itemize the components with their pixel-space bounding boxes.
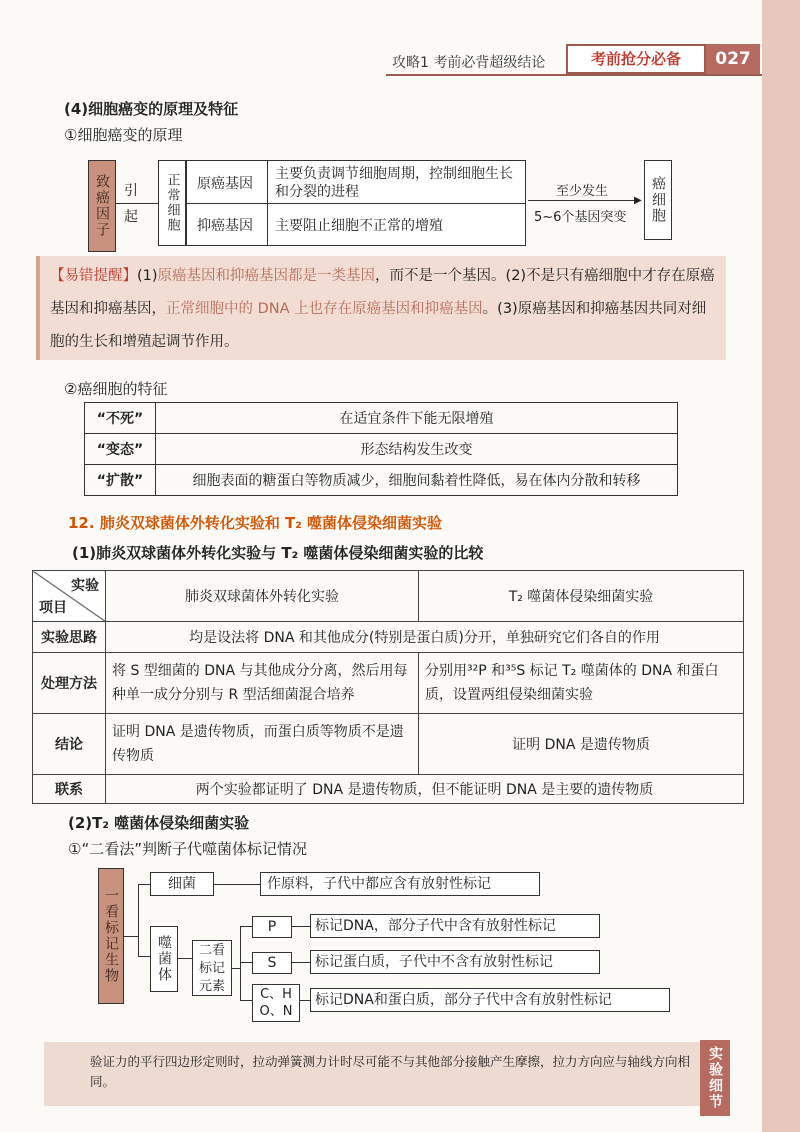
- row-cell-a: 将 S 型细菌的 DNA 与其他成分分离，然后用每种单一成分分别与 R 型活细菌混合培养: [106, 653, 419, 714]
- tree-line: [240, 926, 252, 927]
- arrow-label-top: 至少发生: [556, 184, 609, 199]
- subsection-12-2: (2)T₂ 噬菌体侵染细菌实验: [68, 814, 250, 832]
- tree-arrow: [300, 1000, 310, 1001]
- tree-line: [138, 956, 150, 957]
- phage-box: 噬菌体: [150, 926, 178, 992]
- right-margin-band: [762, 0, 800, 1132]
- feature-value: 在适宜条件下能无限增殖: [156, 403, 678, 434]
- table-row: [85, 403, 678, 434]
- row-merged: 两个实验都证明了 DNA 是遗传物质，但不能证明 DNA 是主要的遗传物质: [106, 775, 744, 804]
- tree-line: [240, 962, 252, 963]
- tip-p1c: ，而不是一个基因。(2)不是只有癌细胞中才存在原癌基因和抑癌基因，: [50, 268, 715, 317]
- tip-box: [36, 256, 726, 360]
- tip-p1e: 。(3)原癌基因和抑癌基因共同对细胞的生长和增殖起调节作用。: [50, 301, 707, 350]
- gene-box: [186, 160, 526, 246]
- column-header: 肺炎双球菌体外转化实验: [106, 571, 419, 622]
- p-result-box: 标记DNA，部分子代中含有放射性标记: [310, 914, 600, 938]
- header-breadcrumb: 攻略1 考前必背超级结论: [392, 55, 546, 71]
- second-look-box: 二看标记元素: [192, 940, 232, 996]
- arrow-line-2: [528, 200, 640, 201]
- section-title: (4)细胞癌变的原理及特征: [64, 100, 239, 118]
- s-result-box: 标记蛋白质，子代中不含有放射性标记: [310, 950, 600, 974]
- table-row: [85, 465, 678, 496]
- subsection-12-1: (1)肺炎双球菌体外转化实验与 T₂ 噬菌体侵染细菌实验的比较: [72, 544, 484, 562]
- section-12-number: 12.: [68, 514, 95, 532]
- header-rule: [386, 74, 762, 76]
- gene1-name: 原癌基因: [197, 176, 253, 192]
- tree-line: [240, 926, 241, 1000]
- tree-line: [124, 936, 138, 937]
- features-table: [84, 402, 678, 496]
- feature-value: 细胞表面的糖蛋白等物质减少，细胞间黏着性降低，易在体内分散和转移: [156, 465, 678, 496]
- chon-result-box: 标记DNA和蛋白质，部分子代中含有放射性标记: [310, 988, 670, 1012]
- subsection-title: ①细胞癌变的原理: [64, 126, 183, 144]
- column-header: T₂ 噬菌体侵染细菌实验: [419, 571, 744, 622]
- tip-label: 【易错提醒】: [50, 268, 137, 284]
- corner-top: 实验: [71, 578, 99, 594]
- tip-p1d: 正常细胞中的 DNA 上也存在原癌基因和抑癌基因: [166, 301, 483, 317]
- row-merged: 均是设法将 DNA 和其他成分(特别是蛋白质)分开，单独研究它们各自的作用: [106, 622, 744, 653]
- chon-box: C、H O、N: [252, 984, 300, 1022]
- root-box: 一看标记生物: [98, 868, 124, 1004]
- comparison-table: [32, 570, 744, 804]
- table-header-row: [33, 571, 744, 622]
- gene2-name: 抑癌基因: [197, 218, 253, 234]
- table-row: [33, 775, 744, 804]
- tree-line: [178, 958, 192, 959]
- row-cell-b: 分别用³²P 和³⁵S 标记 T₂ 噬菌体的 DNA 和蛋白质，设置两组侵染细菌实验: [419, 653, 744, 714]
- subsection-12-3: ①“二看法”判断子代噬菌体标记情况: [68, 840, 307, 858]
- gene2-desc: 主要阻止细胞不正常的增殖: [275, 218, 443, 234]
- tip-p1b: 原癌基因和抑癌基因都是一类基因: [157, 268, 376, 284]
- normal-cell-box: 正常细胞: [158, 160, 186, 246]
- table-row: [33, 653, 744, 714]
- feature-value: 形态结构发生改变: [156, 434, 678, 465]
- feature-key: “不死”: [85, 403, 156, 434]
- tip-p1a: (1): [137, 268, 158, 284]
- feature-key: “扩散”: [85, 465, 156, 496]
- tree-arrow: [292, 962, 310, 963]
- gene-vdivider: [267, 161, 268, 245]
- table-row: [85, 434, 678, 465]
- row-key: 处理方法: [33, 653, 106, 714]
- s-box: S: [252, 952, 292, 974]
- header-label-box: 考前抢分必备: [566, 44, 706, 74]
- tree-line: [138, 884, 139, 956]
- bacteria-box: 细菌: [150, 872, 214, 896]
- row-key: 联系: [33, 775, 106, 804]
- row-key: 实验思路: [33, 622, 106, 653]
- footer-note-bar: [44, 1042, 716, 1106]
- corner-cell: [33, 571, 106, 622]
- tree-arrow: [214, 884, 260, 885]
- p-box: P: [252, 916, 292, 938]
- trigger-label-1: 引: [124, 183, 138, 199]
- arrow-head: ▶: [634, 195, 642, 206]
- table-row: [33, 622, 744, 653]
- bacteria-result-box: 作原料，子代中都应含有放射性标记: [260, 872, 540, 896]
- table-row: [33, 714, 744, 775]
- arrow-label-bottom: 5~6个基因突变: [534, 210, 627, 225]
- carcinogen-box: 致癌因子: [88, 160, 116, 252]
- trigger-label-2: 起: [124, 209, 138, 225]
- arrow-line: [116, 203, 158, 204]
- page-number: 027: [706, 44, 760, 74]
- corner-bottom: 项目: [39, 600, 67, 616]
- section-12-text: 肺炎双球菌体外转化实验和 T₂ 噬菌体侵染细菌实验: [99, 514, 443, 532]
- footer-note: 验证力的平行四边形定则时，拉动弹簧测力计时尽可能不与其他部分接触产生摩擦，拉力方向应与轴线方向相同。: [90, 1054, 691, 1089]
- section-12-title: [68, 512, 442, 533]
- tree-arrow: [292, 926, 310, 927]
- row-key: 结论: [33, 714, 106, 775]
- subsection-title-2: ②癌细胞的特征: [64, 380, 168, 398]
- gene-divider: [187, 203, 525, 204]
- gene1-desc: 主要负责调节细胞周期，控制细胞生长和分裂的进程: [275, 166, 513, 200]
- tree-line: [138, 884, 150, 885]
- tree-line: [232, 968, 240, 969]
- feature-key: “变态”: [85, 434, 156, 465]
- row-cell-b: 证明 DNA 是遗传物质: [419, 714, 744, 775]
- side-tab: 实验细节: [700, 1040, 730, 1116]
- cancer-cell-box: 癌细胞: [644, 160, 672, 240]
- tree-line: [240, 1000, 252, 1001]
- row-cell-a: 证明 DNA 是遗传物质，而蛋白质等物质不是遗传物质: [106, 714, 419, 775]
